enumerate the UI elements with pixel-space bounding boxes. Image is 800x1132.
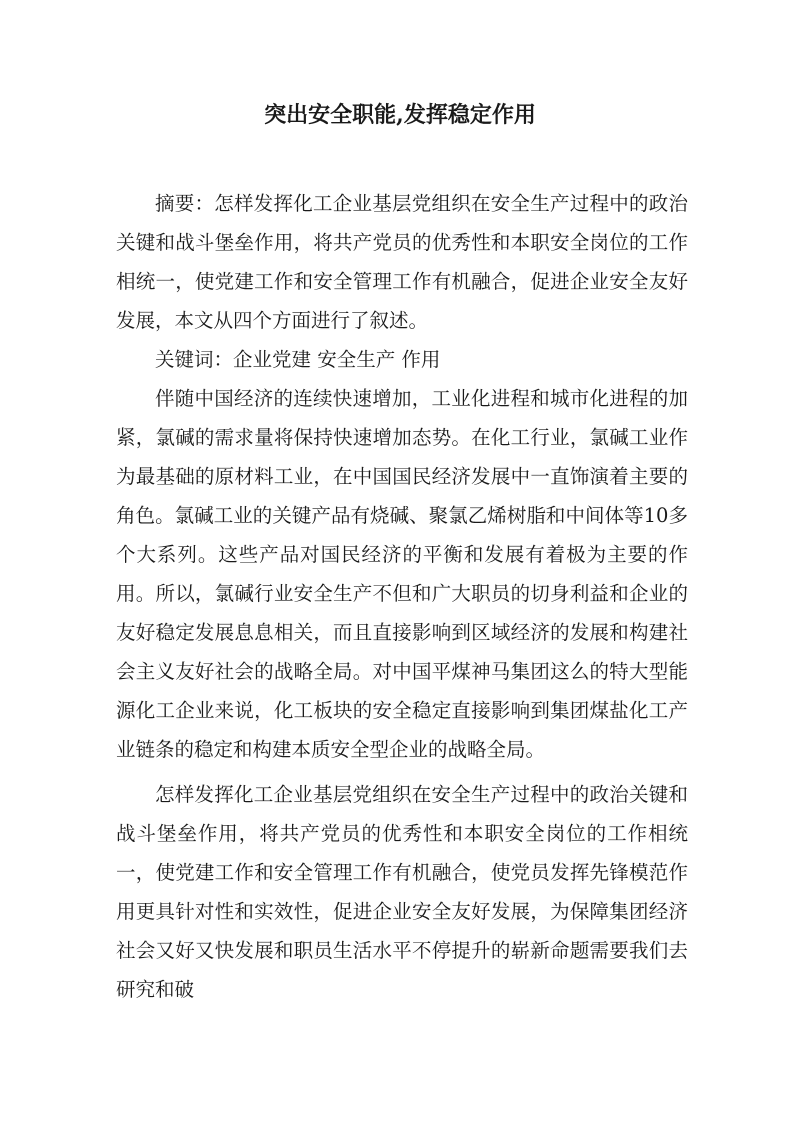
keywords-text: 企业党建 安全生产 作用 bbox=[233, 348, 441, 371]
abstract-label: 摘要： bbox=[155, 192, 215, 215]
keywords-paragraph bbox=[116, 340, 688, 379]
keywords-label: 关键词： bbox=[155, 348, 234, 371]
abstract-paragraph bbox=[116, 184, 688, 340]
abstract-text: 怎样发挥化工企业基层党组织在安全生产过程中的政治关键和战斗堡垒作用，将共产党员的优秀性和本职安全岗位的工作相统一，使党建工作和安全管理工作有机融合，促进企业安全友好发展，本文从四个方面进行了叙述。 bbox=[116, 192, 688, 332]
body-paragraph-2: 怎样发挥化工企业基层党组织在安全生产过程中的政治关键和战斗堡垒作用，将共产党员的优秀性和本职安全岗位的工作相统一，使党建工作和安全管理工作有机融合，使党员发挥先锋模范作用更具针对性和实效性，促进企业安全友好发展，为保障集团经济社会又好又快发展和职员生活水平不停提升的崭新命题需要我们去研究和破 bbox=[116, 783, 688, 1001]
document-title: 突出安全职能,发挥稳定作用 bbox=[264, 102, 536, 128]
body-paragraph-1: 伴随中国经济的连续快速增加，工业化进程和城市化进程的加紧，氯碱的需求量将保持快速增加态势。在化工行业，氯碱工业作为最基础的原材料工业，在中国国民经济发展中一直饰演着主要的角色。氯碱工业的关键产品有烧碱、聚氯乙烯树脂和中间体等10多个大系列。这些产品对国民经济的平衡和发展有着极为主要的作用。所以，氯碱行业安全生产不但和广大职员的切身利益和企业的友好稳定发展息息相关，而且直接影响到区域经济的发展和构建社会主义友好社会的战略全局。对中国平煤神马集团这么的特大型能源化工企业来说，化工板块的安全稳定直接影响到集团煤盐化工产业链条的稳定和构建本质安全型企业的战略全局。 bbox=[116, 387, 688, 761]
document-body bbox=[116, 184, 688, 1009]
